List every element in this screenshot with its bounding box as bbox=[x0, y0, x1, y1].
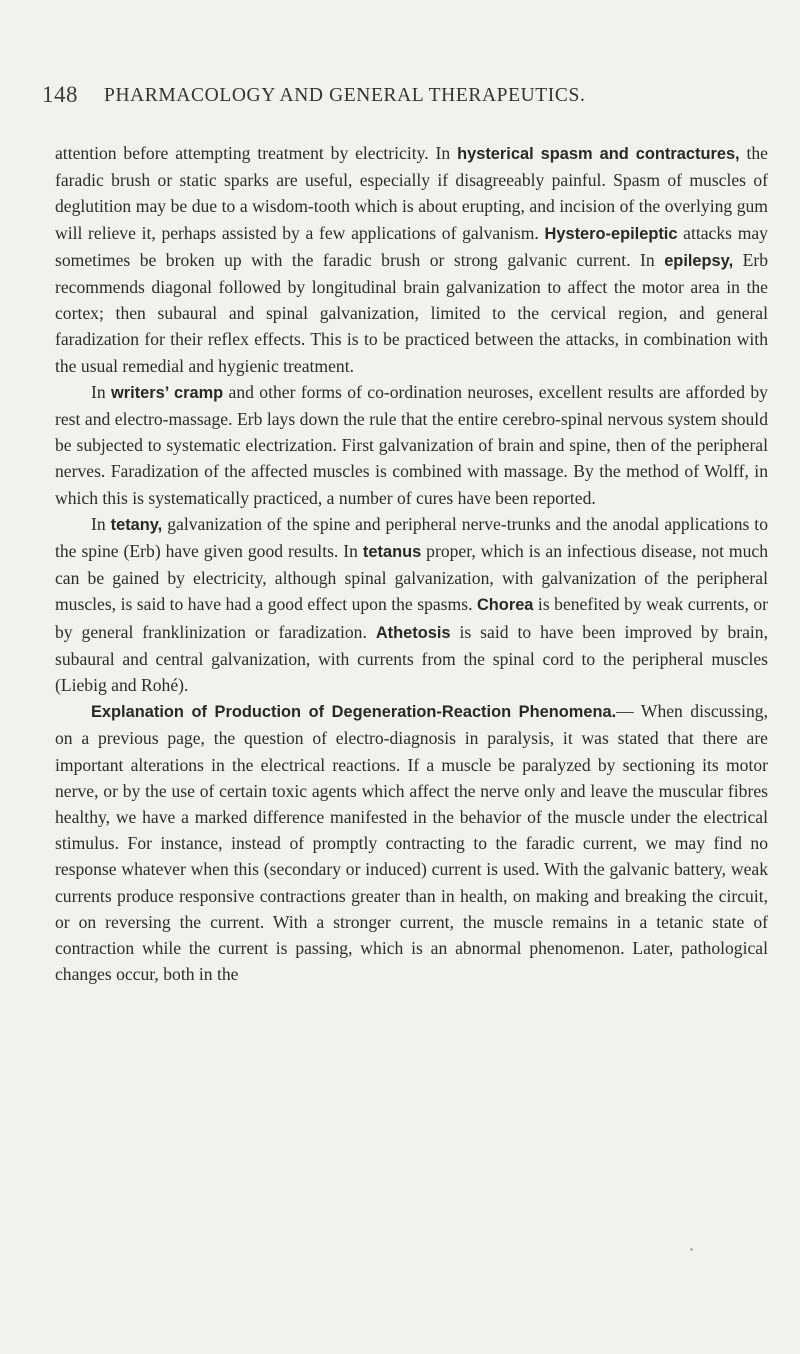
text-run: the faradic brush or static sparks are useful, especially if disagreeably painful. Spasm of muscles of deglutition may be due to a wisdom-tooth which is about erupting, and incision of the overlying gum will relieve it, perhaps assisted by a few applications of galvanism. bbox=[55, 143, 768, 243]
paragraph bbox=[55, 511, 768, 698]
paper-speck bbox=[690, 1248, 693, 1251]
text-run: galvanization of the spine and peripheral nerve-trunks and the anodal applications to the spine (Erb) have given good results. In bbox=[55, 513, 768, 562]
text-run: In bbox=[91, 513, 111, 534]
text-run: and other forms of co-ordination neuroses, excellent results are afforded by rest and electro-massage. Erb lays down the rule that the entire cerebro-spinal nervous system should be subjected to systematic electrization. First galvanization of brain and spine, then of the peripheral nerves. Faradization of the affected muscles is combined with massage. By the method of Wolff, in which this is systematically practiced, a number of cures have been reported. bbox=[55, 381, 768, 508]
page-number: 148 bbox=[42, 82, 78, 107]
paragraph bbox=[55, 379, 768, 511]
text-run: is benefited by weak currents, or by general franklinization or faradization. bbox=[55, 594, 768, 642]
bold-term: tetany, bbox=[110, 515, 163, 534]
text-run: attacks may sometimes be broken up with the faradic brush or strong galvanic current. In bbox=[55, 222, 768, 270]
text-run: Erb recommends diagonal followed by longitudinal brain galvanization to affect the motor area in the cortex; then subaural and spinal galvanization, limited to the cervical region, and general faradization for their reflex effects. This is to be practiced between the attacks, in combination with the usual remedial and hygienic treatment. bbox=[55, 249, 768, 376]
text-run: proper, which is an infectious disease, not much can be gained by electricity, although spinal galvanization, with galvanization of the peripheral muscles, is said to have had a good effect upon the spasms. bbox=[55, 541, 768, 615]
bold-term: epilepsy, bbox=[664, 251, 734, 270]
text-run: In bbox=[91, 381, 112, 402]
section-heading: Explanation of Production of Degeneration-Reaction Phenomena. bbox=[91, 703, 617, 722]
body-text bbox=[55, 140, 768, 988]
bold-term: Hystero-epileptic bbox=[544, 224, 678, 243]
text-run: — When discussing, on a previous page, the question of electro-diagnosis in paralysis, it was stated that there are important alterations in the electrical reactions. If a muscle be paralyzed by sectioning its motor nerve, or by the use of certain toxic agents which affect the nerve only and leave the muscular fibres healthy, we have a marked difference manifested in the behavior of the muscle under the electrical stimulus. For instance, instead of promptly contracting to the faradic current, we may find no response whatever when this (secondary or induced) current is used. With the galvanic battery, weak currents produce responsive contractions greater than in health, on making and breaking the circuit, or on reversing the current. With a stronger current, the muscle remains in a tetanic state of contraction while the current is passing, which is an abnormal phenomenon. Later, pathological changes occur, both in the bbox=[55, 701, 768, 985]
bold-term: hysterical spasm and contractures, bbox=[457, 145, 740, 163]
running-head-title: PHARMACOLOGY AND GENERAL THERAPEUTICS. bbox=[104, 85, 586, 106]
paragraph bbox=[55, 698, 768, 987]
bold-term: Athetosis bbox=[375, 623, 451, 642]
text-run: is said to have been improved by brain, subaural and central galvanization, with currents from the spinal cord to the peripheral muscles (Liebig and Rohé). bbox=[55, 621, 768, 696]
paragraph bbox=[55, 140, 768, 379]
text-run: attention before attempting treatment by electricity. In bbox=[55, 143, 458, 163]
bold-term: writers’ cramp bbox=[111, 383, 224, 402]
bold-term: tetanus bbox=[362, 543, 422, 562]
bold-term: Chorea bbox=[476, 596, 534, 615]
running-head bbox=[42, 82, 762, 116]
